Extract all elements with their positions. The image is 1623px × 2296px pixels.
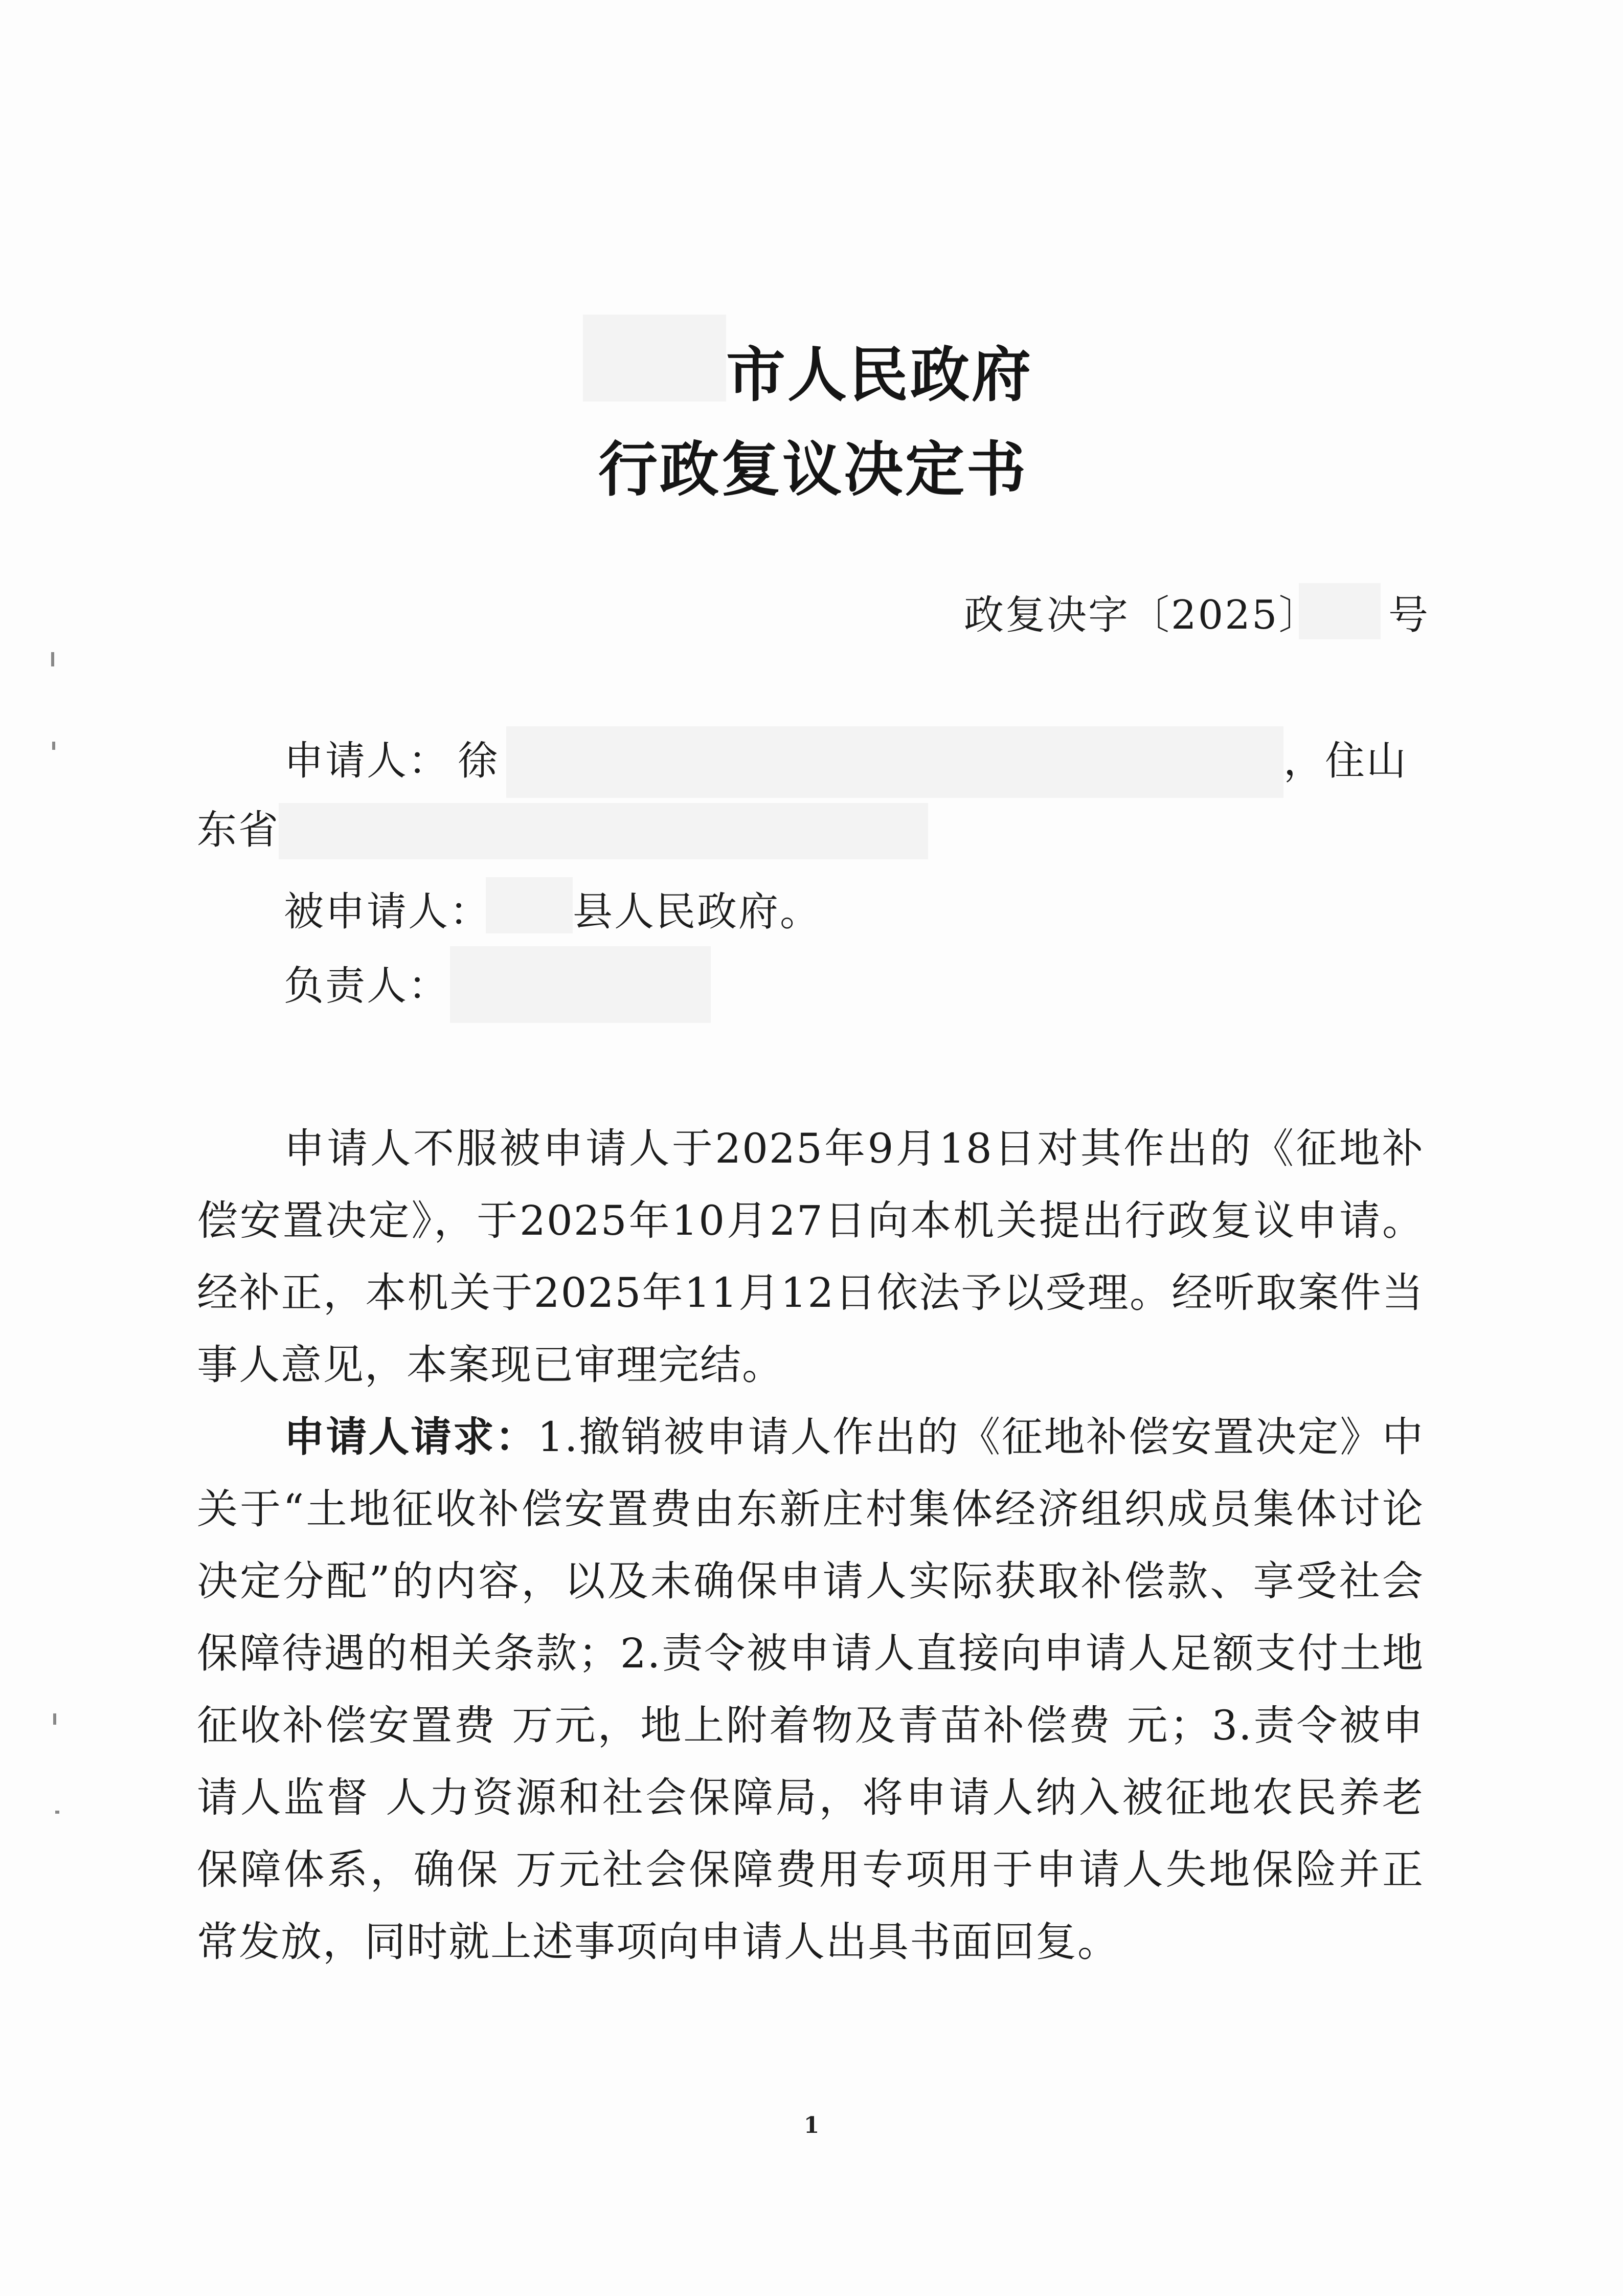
redaction-responsible-person — [450, 946, 711, 1023]
redaction-city-name — [583, 315, 726, 402]
scan-mark — [53, 1713, 56, 1725]
page-title: 市人民政府 — [726, 341, 1033, 410]
page-subtitle: 行政复议决定书 — [598, 435, 1028, 504]
body-text — [197, 1112, 1424, 1978]
applicant-tail: ，住山 — [1283, 738, 1408, 784]
respondent-label: 被申请人： — [284, 889, 491, 935]
redaction-applicant-address — [279, 803, 928, 859]
responsible-label: 负责人： — [284, 963, 450, 1009]
page-number: 1 — [803, 2112, 820, 2138]
scan-mark — [55, 1811, 59, 1814]
request-label: 申请人请求： — [284, 1413, 538, 1461]
doc-number-prefix: 政复决字〔2025〕 — [964, 592, 1320, 638]
applicant-name: 徐 — [458, 738, 500, 784]
intro-paragraph: 申请人不服被申请人于2025年9月18日对其作出的《征地补偿安置决定》，于2025年10月27日向本机关提出行政复议申请。经补正，本机关于2025年11月12日依法予以受理。经听取案件当事人意见，本案现已审理完结。 — [197, 1125, 1424, 1389]
redaction-applicant-info — [506, 726, 1283, 798]
request-paragraph — [197, 1401, 1424, 1978]
scan-mark — [52, 742, 55, 750]
respondent-value: 县人民政府。 — [573, 889, 822, 935]
request-text: 1.撤销被申请人作出的《征地补偿安置决定》中关于“土地征收补偿安置费由东新庄村集体经济组织成员集体讨论决定分配”的内容，以及未确保申请人实际获取补偿款、享受社会保障待遇的相关条款；2.责令被申请人直接向申请人足额支付土地征收补偿安置费 万元，地上附着物及青苗补偿费 元；3.责令被申请人监督 人力资源和社会保障局，将申请人纳入被征地农民养老保障体系，确保 万元社会保障费用专项用于申请人失地保险并正常发放，同时就上述事项向申请人出具书面回复。 — [197, 1413, 1424, 1966]
scan-mark — [51, 652, 54, 666]
applicant-address-start: 东省 — [197, 807, 280, 853]
applicant-label: 申请人： — [284, 738, 450, 784]
doc-number-suffix: 号 — [1388, 592, 1430, 638]
redaction-respondent-county — [486, 877, 573, 933]
